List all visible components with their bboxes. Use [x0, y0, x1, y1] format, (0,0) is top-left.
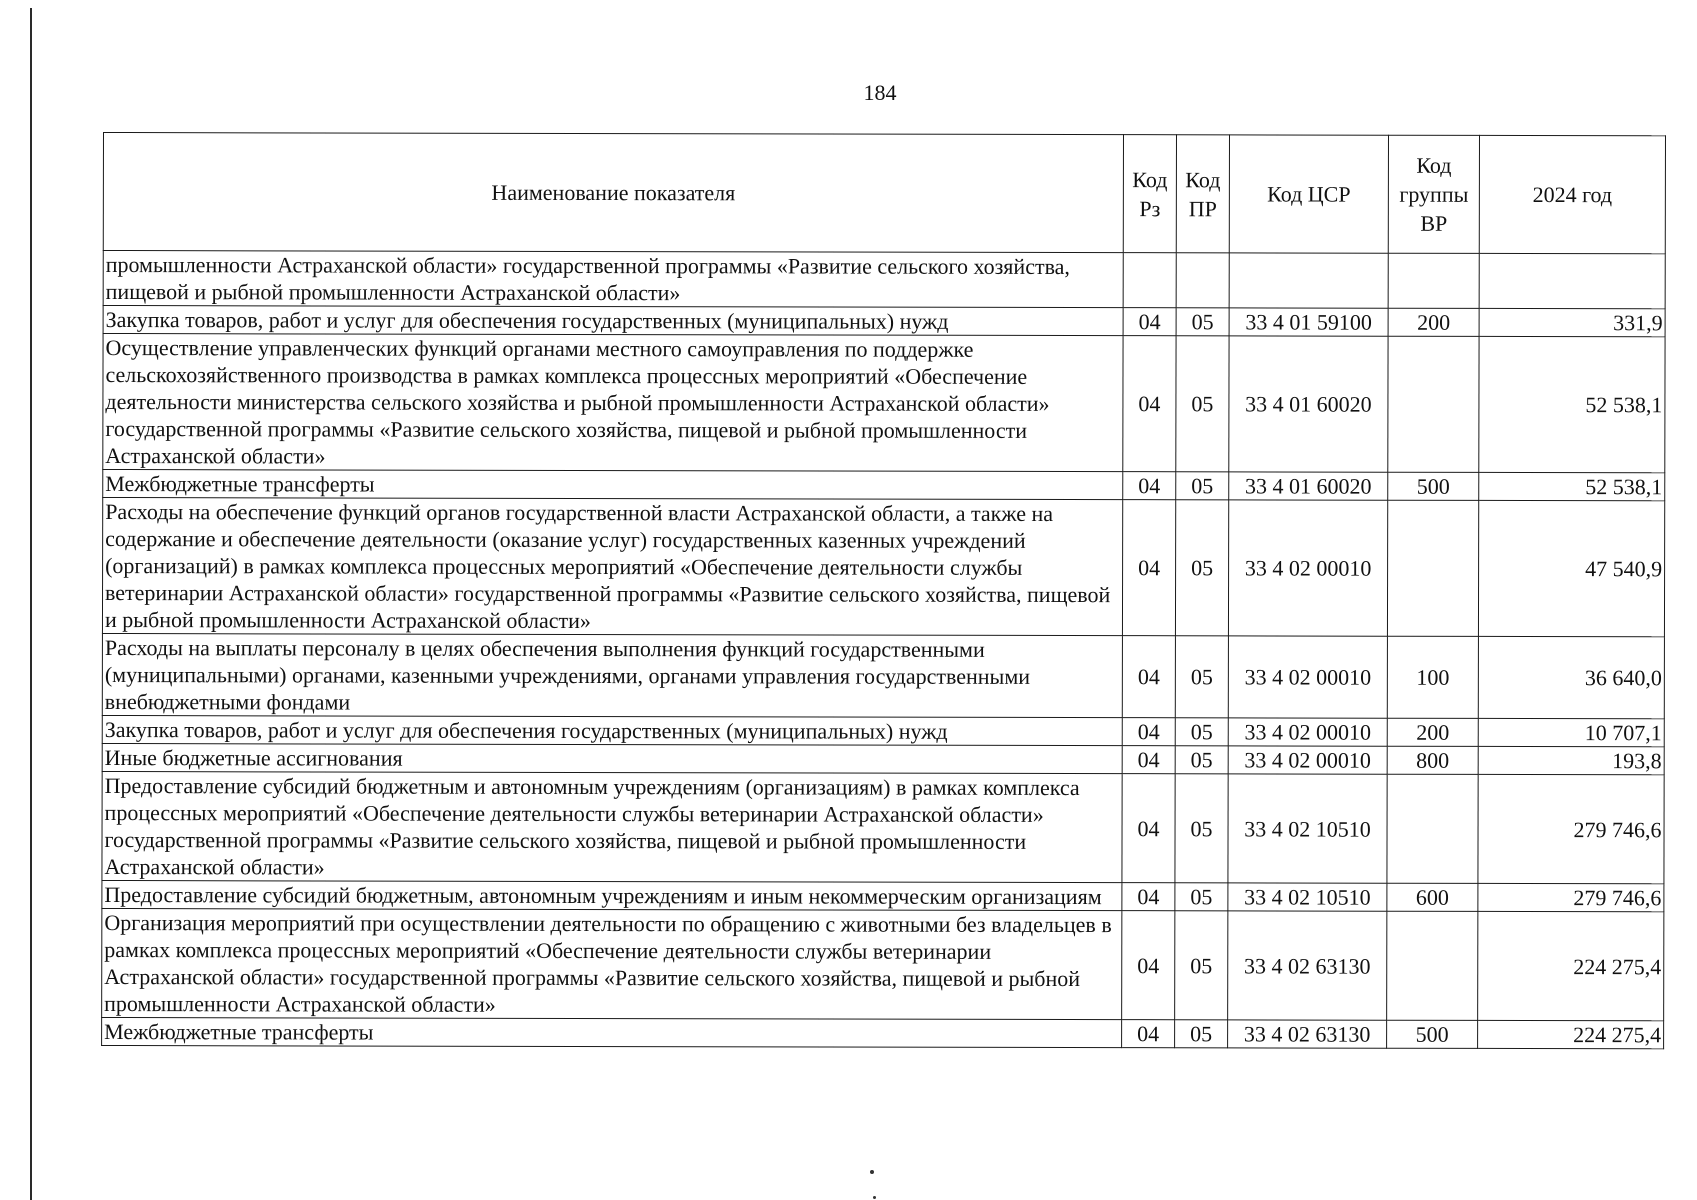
row-name: Предоставление субсидий бюджетным, автономным учреждениям и иным некоммерческим организациям: [102, 880, 1122, 910]
row-pr: 05: [1175, 774, 1228, 883]
row-rz: 04: [1122, 1020, 1175, 1048]
row-amount: 193,8: [1478, 746, 1664, 774]
row-name: Закупка товаров, работ и услуг для обеспечения государственных (муниципальных) нужд: [102, 715, 1122, 745]
row-name: Межбюджетные трансферты: [103, 470, 1123, 500]
page-number: 184: [863, 80, 897, 105]
row-pr: 05: [1175, 718, 1228, 746]
left-margin-line: [30, 8, 32, 1200]
table-row: [102, 880, 1664, 911]
row-vr: 800: [1387, 746, 1478, 774]
row-csr: 33 4 01 59100: [1229, 308, 1388, 336]
row-name: Иные бюджетные ассигнования: [102, 743, 1122, 773]
row-vr: [1388, 336, 1479, 472]
header-name: Наименование показателя: [103, 133, 1123, 253]
row-name: Закупка товаров, работ и услуг для обеспечения государственных (муниципальных) нужд: [103, 306, 1123, 336]
scan-speck: [873, 1196, 876, 1199]
row-amount: 331,9: [1479, 308, 1665, 336]
table-body: [102, 251, 1666, 1049]
row-pr: 05: [1175, 911, 1228, 1020]
row-rz: 04: [1123, 308, 1176, 336]
row-rz: 04: [1122, 883, 1175, 911]
table-row: [103, 251, 1665, 309]
row-rz: 04: [1122, 500, 1175, 636]
row-pr: 05: [1175, 1020, 1228, 1048]
row-vr: 200: [1388, 308, 1479, 336]
row-pr: 05: [1175, 500, 1228, 636]
row-name: Предоставление субсидий бюджетным и автономным учреждениям (организациям) в рамках комплекса процессных мероприятий «Обеспечение деятельности службы ветеринарии Астраханской области» государственной программы «Развитие сельского хозяйства, пищевой и рыбной промышленности Астраханской области»: [102, 771, 1122, 882]
row-vr: [1388, 253, 1479, 308]
row-vr: 200: [1387, 718, 1478, 746]
table-row: [102, 1017, 1664, 1048]
row-rz: 04: [1122, 718, 1175, 746]
row-rz: 04: [1122, 636, 1175, 718]
row-pr: 05: [1175, 746, 1228, 774]
row-pr: 05: [1175, 883, 1228, 911]
row-amount: 52 538,1: [1479, 336, 1665, 472]
row-pr: 05: [1176, 336, 1229, 472]
scan-speck: [870, 1170, 874, 1174]
row-rz: [1123, 253, 1176, 308]
row-rz: 04: [1122, 774, 1175, 883]
row-rz: 04: [1123, 336, 1176, 472]
table-row: [102, 715, 1664, 746]
row-name: Расходы на выплаты персоналу в целях обеспечения выполнения функций государственными (муниципальными) органами, казенными учреждениями, органами управления государственными внебюджетными фондами: [102, 633, 1122, 717]
row-vr: [1387, 911, 1478, 1020]
row-csr: 33 4 02 63130: [1228, 1020, 1387, 1048]
table-header: [103, 133, 1665, 254]
row-pr: 05: [1176, 308, 1229, 336]
row-amount: 279 746,6: [1478, 774, 1664, 883]
row-vr: 500: [1387, 1020, 1478, 1048]
table-row: [102, 498, 1664, 637]
row-vr: 600: [1387, 883, 1478, 911]
row-rz: 04: [1122, 911, 1175, 1020]
row-amount: 224 275,4: [1478, 1020, 1664, 1048]
row-rz: 04: [1122, 746, 1175, 774]
budget-table: [101, 132, 1666, 1049]
table-row: [102, 743, 1664, 774]
row-pr: [1176, 253, 1229, 308]
row-vr: 100: [1387, 636, 1478, 718]
row-csr: 33 4 02 00010: [1228, 500, 1387, 636]
row-amount: 10 707,1: [1478, 718, 1664, 746]
row-csr: 33 4 01 60020: [1229, 472, 1388, 500]
row-name: Межбюджетные трансферты: [102, 1017, 1122, 1047]
header-rz: Код Рз: [1123, 135, 1176, 253]
table-row: [103, 470, 1665, 501]
row-pr: 05: [1175, 636, 1228, 718]
row-amount: 224 275,4: [1478, 911, 1664, 1020]
row-csr: 33 4 02 00010: [1228, 718, 1387, 746]
header-csr: Код ЦСР: [1229, 135, 1388, 253]
row-vr: [1387, 774, 1478, 883]
header-pr: Код ПР: [1176, 135, 1229, 253]
row-csr: 33 4 02 10510: [1228, 883, 1387, 911]
row-csr: 33 4 02 00010: [1228, 636, 1387, 718]
row-pr: 05: [1176, 472, 1229, 500]
table-row: [103, 306, 1665, 337]
row-csr: 33 4 01 60020: [1229, 336, 1388, 472]
row-csr: [1229, 253, 1388, 308]
table-row: [102, 633, 1664, 718]
row-csr: 33 4 02 63130: [1228, 911, 1387, 1020]
row-amount: 36 640,0: [1478, 636, 1664, 718]
row-csr: 33 4 02 10510: [1228, 774, 1387, 883]
row-name: Организация мероприятий при осуществлении деятельности по обращению с животными без владельцев в рамках комплекса процессных мероприятий «Обеспечение деятельности службы ветеринарии Астраханской области» государственной программы «Развитие сельского хозяйства, пищевой и рыбной промышленности Астраханской области»: [102, 908, 1122, 1019]
table-row: [103, 334, 1665, 473]
table-row: [102, 908, 1664, 1020]
row-amount: 52 538,1: [1479, 472, 1665, 500]
row-amount: [1479, 253, 1665, 308]
row-amount: 47 540,9: [1478, 500, 1664, 636]
row-csr: 33 4 02 00010: [1228, 746, 1387, 774]
row-vr: [1387, 500, 1478, 636]
row-name: Расходы на обеспечение функций органов государственной власти Астраханской области, а также на содержание и обеспечение деятельности (оказание услуг) государственных казенных учреждений (организаций) в рамках комплекса процессных мероприятий «Обеспечение деятельности службы ветеринарии Астраханской области» государственной программы «Развитие сельского хозяйства, пищевой и рыбной промышленности Астраханской области»: [102, 498, 1122, 636]
row-name: промышленности Астраханской области» государственной программы «Развитие сельского хозяйства, пищевой и рыбной промышленности Астраханской области»: [103, 251, 1123, 308]
header-vr: Код группы ВР: [1388, 135, 1479, 253]
budget-table-wrapper: [101, 132, 1665, 1049]
row-vr: 500: [1388, 472, 1479, 500]
row-amount: 279 746,6: [1478, 883, 1664, 911]
table-row: [102, 771, 1664, 883]
header-year: 2024 год: [1479, 135, 1665, 253]
header-row: [103, 133, 1665, 254]
row-rz: 04: [1123, 472, 1176, 500]
row-name: Осуществление управленческих функций органами местного самоуправления по поддержке сельскохозяйственного производства в рамках комплекса процессных мероприятий «Обеспечение деятельности министерства сельского хозяйства и рыбной промышленности Астраханской области» государственной программы «Развитие сельского хозяйства, пищевой и рыбной промышленности Астраханской области»: [103, 334, 1123, 472]
